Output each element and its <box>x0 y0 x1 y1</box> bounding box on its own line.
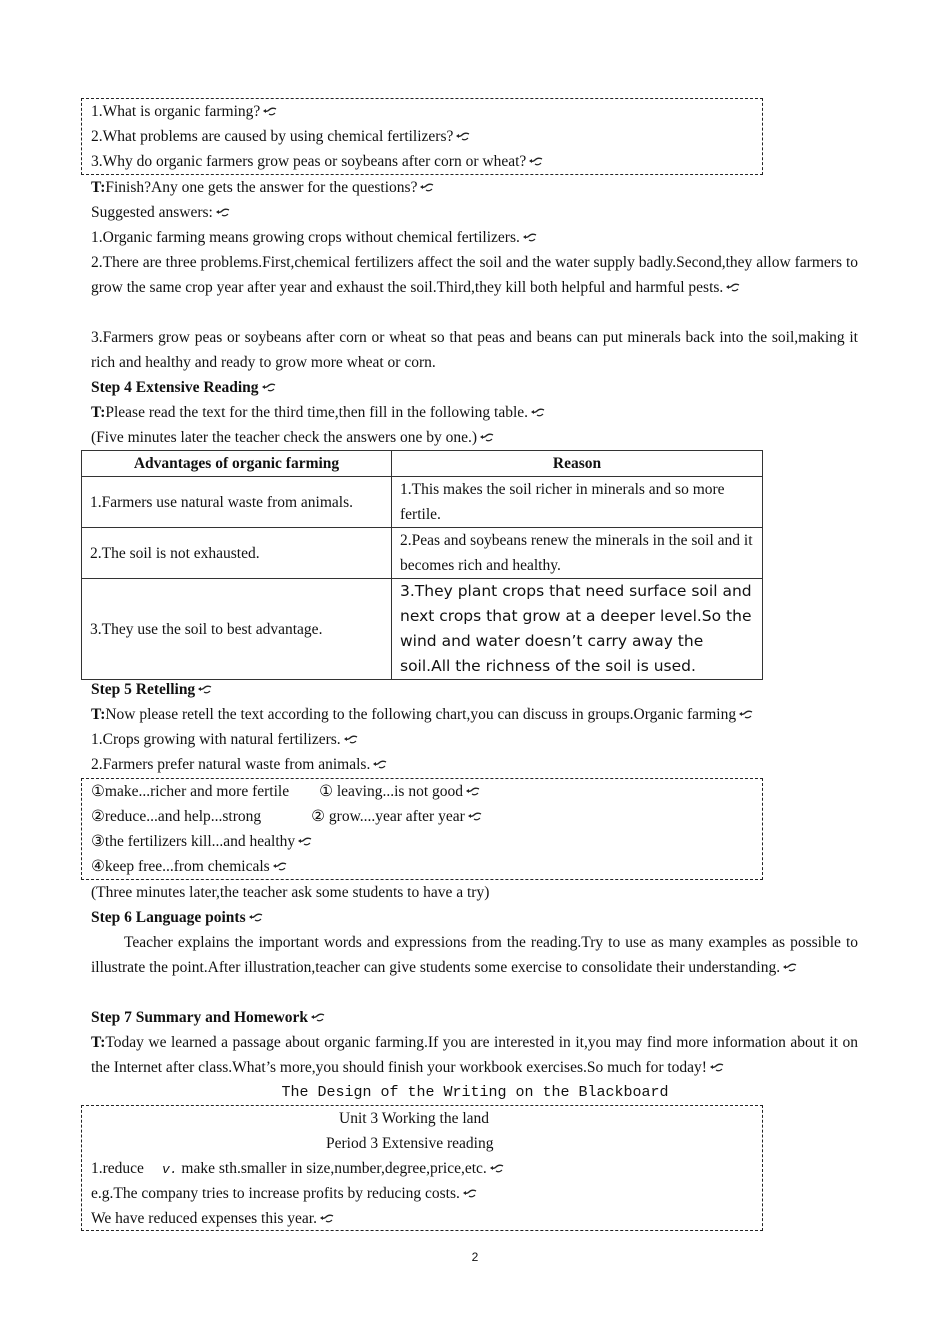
step5-title <box>91 677 858 702</box>
return-mark-icon <box>272 862 288 872</box>
suggested-label <box>91 200 858 225</box>
return-mark-icon <box>530 408 546 418</box>
answer-text: 2.There are three problems.First,chemical fertilizers affect the soil and the water supply badly.Second,they allow farmers to grow the same crop year after year and exhaust the soil.Third,they kill both helpful and harmful pests. <box>91 254 858 296</box>
table-cell-advantage: 2.The soil is not exhausted. <box>82 528 392 579</box>
definition-text: make sth.smaller in size,number,degree,price,etc. <box>181 1160 487 1177</box>
return-mark-icon <box>319 1214 335 1224</box>
chart-cell: ① leaving...is not good <box>319 783 464 800</box>
step5-note <box>91 880 858 905</box>
return-mark-icon <box>465 787 481 797</box>
return-mark-icon <box>261 383 277 393</box>
blackboard-word <box>91 1156 858 1182</box>
step-heading: Step 5 Retelling <box>91 681 196 698</box>
blackboard-heading <box>0 1080 950 1105</box>
chart-cell: ③the fertilizers kill...and healthy <box>91 833 296 850</box>
page-number <box>0 1245 950 1270</box>
return-mark-icon <box>297 837 313 847</box>
paragraph-text: Teacher explains the important words and expressions from the reading.Try to use as many examples as possible to illustrate the point.After illustration,teacher can give students some exercise to consolidate their understanding. <box>91 934 858 976</box>
answer-1 <box>91 225 858 250</box>
example-text: e.g.The company tries to increase profits by reducing costs. <box>91 1185 460 1202</box>
table-cell-reason: 3.They plant crops that need surface soil and next crops that grow at a deeper level.So the wind and water doesn’t carry away the soil.All the richness of the soil is used. <box>392 579 763 680</box>
part-of-speech: v. <box>161 1162 178 1177</box>
return-mark-icon <box>479 433 495 443</box>
question-text: 1.What is organic farming? <box>91 103 261 120</box>
chart-cell: ①make...richer and more fertile <box>91 783 290 800</box>
question-line <box>91 99 858 124</box>
step-heading: Step 7 Summary and Homework <box>91 1009 309 1026</box>
question-line <box>91 149 858 174</box>
list-item: 1.Crops growing with natural fertilizers. <box>91 731 341 748</box>
return-mark-icon <box>462 1189 478 1199</box>
return-mark-icon <box>709 1063 725 1073</box>
return-mark-icon <box>489 1164 505 1174</box>
chart-row <box>91 779 858 804</box>
table-row <box>82 477 763 528</box>
return-mark-icon <box>522 233 538 243</box>
step-heading: Step 6 Language points <box>91 909 246 926</box>
return-mark-icon <box>248 913 264 923</box>
chart-row <box>91 854 858 879</box>
table-header: Advantages of organic farming <box>82 451 392 477</box>
return-mark-icon <box>725 283 741 293</box>
chart-row <box>91 829 858 854</box>
return-mark-icon <box>310 1013 326 1023</box>
return-mark-icon <box>215 208 231 218</box>
question-text: 2.What problems are caused by using chemical fertilizers? <box>91 128 454 145</box>
table-cell-advantage: 1.Farmers use natural waste from animals. <box>82 477 392 528</box>
return-mark-icon <box>197 685 213 695</box>
answer-text: 1.Organic farming means growing crops without chemical fertilizers. <box>91 229 520 246</box>
step7-text <box>91 1030 858 1080</box>
step-heading: Step 4 Extensive Reading <box>91 379 259 396</box>
answer-3 <box>91 325 858 375</box>
step6-title <box>91 905 858 930</box>
table-cell-reason: 1.This makes the soil richer in minerals and so more fertile. <box>392 477 763 528</box>
teacher-text: Please read the text for the third time,then fill in the following table. <box>105 404 529 421</box>
teacher-text: Now please retell the text according to the following chart,you can discuss in groups.Organic farming <box>105 706 737 723</box>
page-number-text: 2 <box>471 1250 479 1264</box>
speaker-label: T: <box>91 179 106 196</box>
table-cell-advantage: 3.They use the soil to best advantage. <box>82 579 392 680</box>
table-cell-reason: 2.Peas and soybeans renew the minerals in the soil and it becomes rich and healthy. <box>392 528 763 579</box>
speaker-label: T: <box>91 404 106 421</box>
table-row <box>82 528 763 579</box>
teacher-line <box>91 175 858 200</box>
question-text: 3.Why do organic farmers grow peas or soybeans after corn or wheat? <box>91 153 527 170</box>
note-text: (Five minutes later the teacher check the answers one by one.) <box>91 429 478 446</box>
question-line <box>91 124 858 149</box>
chart-cell: ②reduce...and help...strong <box>91 808 262 825</box>
return-mark-icon <box>455 132 471 142</box>
speaker-label: T: <box>91 1034 106 1051</box>
blackboard-period <box>326 1131 858 1156</box>
step4-instruction <box>91 400 858 425</box>
unit-text: Unit 3 Working the land <box>339 1110 490 1127</box>
step5-instruction <box>91 702 858 727</box>
return-mark-icon <box>343 735 359 745</box>
return-mark-icon <box>372 760 388 770</box>
answer-2 <box>91 250 858 300</box>
step5-item2 <box>91 752 858 777</box>
example-text: We have reduced expenses this year. <box>91 1210 317 1227</box>
step4-note <box>91 425 858 450</box>
return-mark-icon <box>782 963 798 973</box>
chart-row <box>91 804 858 829</box>
paragraph-text: Today we learned a passage about organic farming.If you are interested in it,you may find more information about it on the Internet after class.What’s more,you should finish your workbook exercises.So much for today! <box>91 1034 858 1076</box>
return-mark-icon <box>528 157 544 167</box>
return-mark-icon <box>467 812 483 822</box>
note-text: (Three minutes later,the teacher ask some students to have a try) <box>91 884 490 901</box>
advantages-table <box>81 450 763 680</box>
step4-title <box>91 375 858 400</box>
chart-cell: ② grow....year after year <box>311 808 465 825</box>
step5-item1 <box>91 727 858 752</box>
period-text: Period 3 Extensive reading <box>326 1135 494 1152</box>
blackboard-unit <box>339 1106 858 1131</box>
blackboard-example <box>91 1206 858 1231</box>
table-header-row <box>82 451 763 477</box>
vocab-word: 1.reduce <box>91 1160 144 1177</box>
answer-text: 3.Farmers grow peas or soybeans after corn or wheat so that peas and beans can put minerals back into the soil,making it rich and healthy and ready to grow more wheat or corn. <box>91 329 858 371</box>
list-item: 2.Farmers prefer natural waste from animals. <box>91 756 371 773</box>
return-mark-icon <box>738 710 754 720</box>
teacher-text: Finish?Any one gets the answer for the questions? <box>105 179 418 196</box>
step7-title <box>91 1005 858 1030</box>
chart-cell: ④keep free...from chemicals <box>91 858 270 875</box>
blackboard-example <box>91 1181 858 1206</box>
table-header: Reason <box>392 451 763 477</box>
table-row <box>82 579 763 680</box>
heading-text: The Design of the Writing on the Blackboard <box>281 1084 669 1101</box>
step6-text <box>91 930 858 980</box>
speaker-label: T: <box>91 706 106 723</box>
suggested-text: Suggested answers: <box>91 204 213 221</box>
return-mark-icon <box>262 107 278 117</box>
return-mark-icon <box>419 183 435 193</box>
